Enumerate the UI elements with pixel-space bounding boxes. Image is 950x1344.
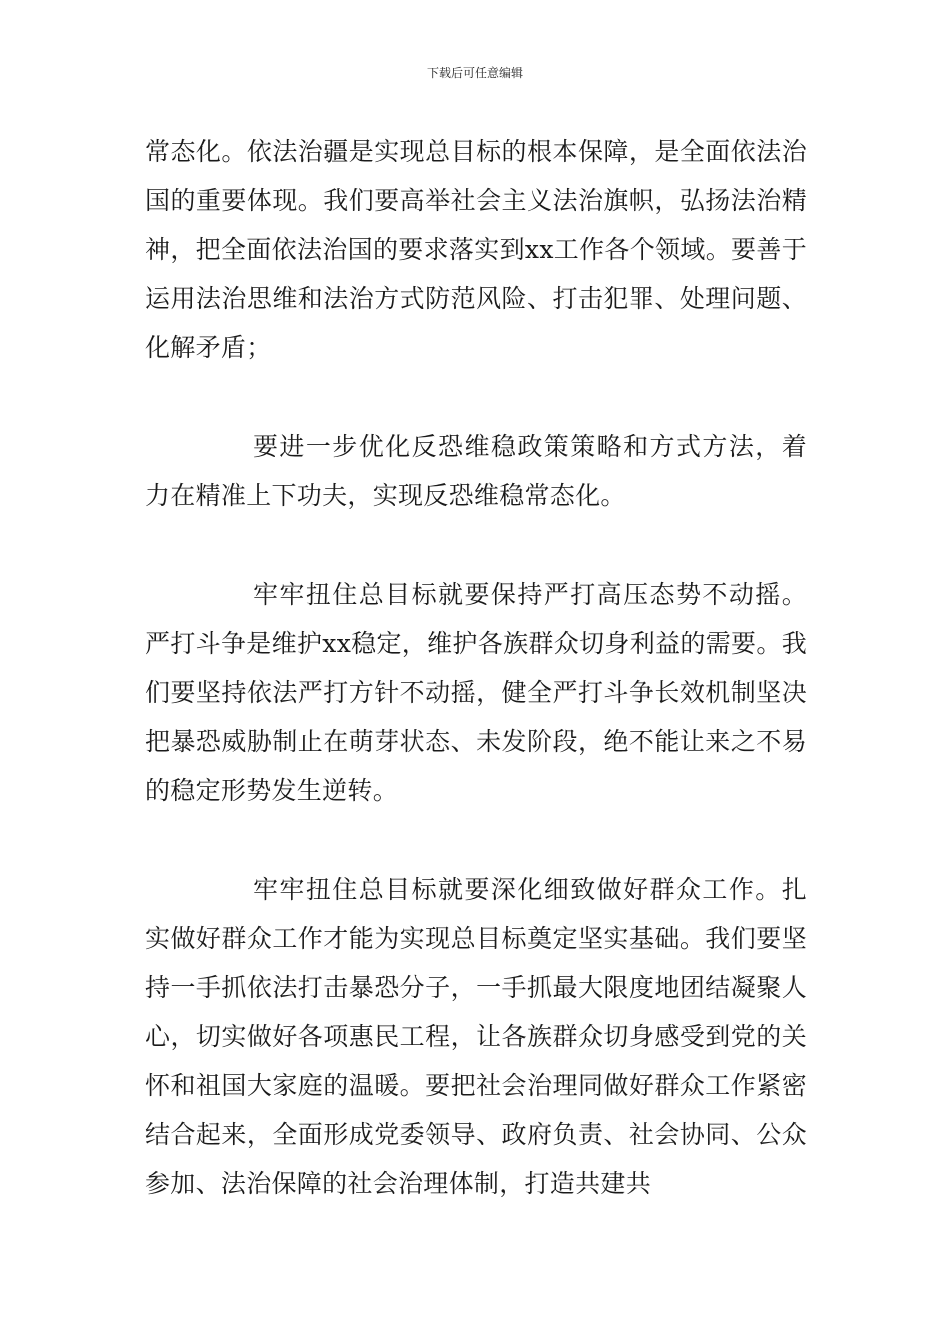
page-header: 下载后可任意编辑 [426,66,523,80]
paragraph-4: 牢牢扭住总目标就要深化细致做好群众工作。扎实做好群众工作才能为实现总目标奠定坚实基础。我们要坚持一手抓依法打击暴恐分子，一手抓最大限度地团结凝聚人心，切实做好各项惠民工程，让各族群众切身感受到党的关怀和祖国大家庭的温暖。要把社会治理同做好群众工作紧密结合起来，全面形成党委领导、政府负责、社会协同、公众参加、法治保障的社会治理体制，打造共建共 [145,875,807,1198]
paragraph-3: 牢牢扭住总目标就要保持严打高压态势不动摇。严打斗争是维护xx稳定，维护各族群众切身利益的需要。我们要坚持依法严打方针不动摇，健全严打斗争长效机制坚决把暴恐威胁制止在萌芽状态、未发阶段，绝不能让来之不易的稳定形势发生逆转。 [145,580,807,805]
paragraph-2: 要进一步优化反恐维稳政策策略和方式方法，着力在精准上下功夫，实现反恐维稳常态化。 [145,432,807,510]
document-body [145,127,807,1208]
paragraph-1: 常态化。依法治疆是实现总目标的根本保障，是全面依法治国的重要体现。我们要高举社会主义法治旗帜，弘扬法治精神，把全面依法治国的要求落实到xx工作各个领域。要善于运用法治思维和法治方式防范风险、打击犯罪、处理问题、化解矛盾； [145,137,807,362]
